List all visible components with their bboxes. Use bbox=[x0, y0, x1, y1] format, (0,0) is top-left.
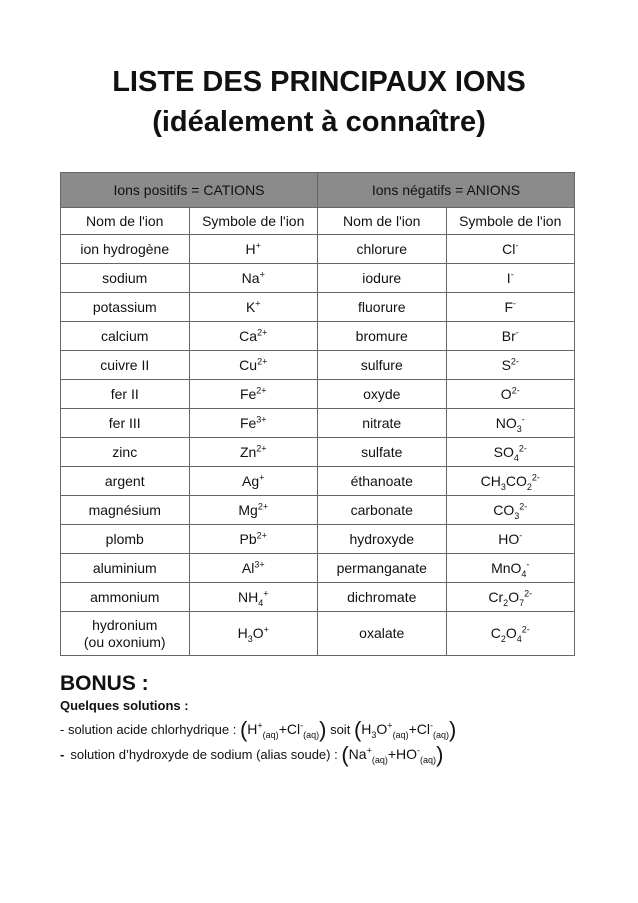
cations-group-header: Ions positifs = CATIONS bbox=[61, 173, 318, 208]
cation-name: sodium bbox=[61, 264, 190, 293]
anions-group-header: Ions négatifs = ANIONS bbox=[318, 173, 575, 208]
cation-name: magnésium bbox=[61, 496, 190, 525]
anion-symbol: $SO_4^{2-}$ bbox=[446, 438, 575, 467]
anion-name: carbonate bbox=[318, 496, 447, 525]
cation-name: fer II bbox=[61, 380, 190, 409]
anion-symbol: F- bbox=[446, 293, 575, 322]
table-row bbox=[61, 293, 575, 322]
anion-name: éthanoate bbox=[318, 467, 447, 496]
anion-name: dichromate bbox=[318, 583, 447, 612]
ions-table bbox=[60, 172, 575, 656]
cation-name: fer III bbox=[61, 409, 190, 438]
table-row bbox=[61, 351, 575, 380]
anion-name: bromure bbox=[318, 322, 447, 351]
cation-symbol: $Fe^{3+}$ bbox=[189, 409, 318, 438]
cation-name: ion hydrogène bbox=[61, 235, 190, 264]
anion-name: chlorure bbox=[318, 235, 447, 264]
anion-symbol: $O^{2-}$ bbox=[446, 380, 575, 409]
title-line-2: (idéalement à connaître) bbox=[152, 106, 486, 138]
anion-symbol: $C_2O_4^{2-}$ bbox=[446, 612, 575, 656]
solution-hydrochloric-acid: - solution acide chlorhydrique : $(H^+_{(aq)}+Cl^-_{(aq)})$ soit $(H_3O^+_{(aq)}+Cl^-_{(aq)})$ bbox=[60, 717, 457, 742]
cation-name: hydronium (ou oxonium) bbox=[61, 612, 190, 656]
cation-symbol: $Ca^{2+}$ bbox=[189, 322, 318, 351]
solutions-subheading: Quelques solutions : bbox=[60, 698, 189, 713]
table-row bbox=[61, 409, 575, 438]
column-header-anion-name: Nom de l'ion bbox=[318, 208, 447, 235]
cation-name: cuivre II bbox=[61, 351, 190, 380]
cation-symbol: $Al^{3+}$ bbox=[189, 554, 318, 583]
anion-symbol: MnO$_4$- bbox=[446, 554, 575, 583]
cation-symbol: $Pb^{2+}$ bbox=[189, 525, 318, 554]
anion-symbol: $S^{2-}$ bbox=[446, 351, 575, 380]
anion-symbol: Cl- bbox=[446, 235, 575, 264]
table-row bbox=[61, 322, 575, 351]
cation-symbol: H+ bbox=[189, 235, 318, 264]
cation-symbol: $H_3O^+$ bbox=[189, 612, 318, 656]
cation-symbol: K+ bbox=[189, 293, 318, 322]
anion-name: oxyde bbox=[318, 380, 447, 409]
cation-name: aluminium bbox=[61, 554, 190, 583]
cation-symbol: $Zn^{2+}$ bbox=[189, 438, 318, 467]
anion-symbol: $NO_3^-$ bbox=[446, 409, 575, 438]
anion-name: nitrate bbox=[318, 409, 447, 438]
table-row bbox=[61, 525, 575, 554]
table-row bbox=[61, 438, 575, 467]
anion-symbol: I- bbox=[446, 264, 575, 293]
table-row bbox=[61, 583, 575, 612]
column-header-cation-symbol: Symbole de l'ion bbox=[189, 208, 318, 235]
anion-name: sulfure bbox=[318, 351, 447, 380]
anion-symbol: Br- bbox=[446, 322, 575, 351]
table-row bbox=[61, 554, 575, 583]
page-title bbox=[0, 62, 638, 142]
table-row bbox=[61, 612, 575, 656]
table-row bbox=[61, 467, 575, 496]
cation-symbol: $NH_4^+$ bbox=[189, 583, 318, 612]
anion-name: fluorure bbox=[318, 293, 447, 322]
anion-symbol: HO- bbox=[446, 525, 575, 554]
cation-name: zinc bbox=[61, 438, 190, 467]
anion-name: oxalate bbox=[318, 612, 447, 656]
cation-name: plomb bbox=[61, 525, 190, 554]
cation-symbol: $Cu^{2+}$ bbox=[189, 351, 318, 380]
cation-symbol: Na+ bbox=[189, 264, 318, 293]
cation-name: calcium bbox=[61, 322, 190, 351]
title-line-1: LISTE DES PRINCIPAUX IONS bbox=[112, 66, 526, 98]
cation-name: argent bbox=[61, 467, 190, 496]
table-row bbox=[61, 264, 575, 293]
anion-name: sulfate bbox=[318, 438, 447, 467]
cation-name: potassium bbox=[61, 293, 190, 322]
anion-symbol: $CH_3CO_2^{2-}$ bbox=[446, 467, 575, 496]
table-row bbox=[61, 496, 575, 525]
anion-symbol: $CO_3^{2-}$ bbox=[446, 496, 575, 525]
cation-symbol: Ag+ bbox=[189, 467, 318, 496]
anion-symbol: $Cr_2O_7^{2-}$ bbox=[446, 583, 575, 612]
cation-name: ammonium bbox=[61, 583, 190, 612]
anion-name: hydroxyde bbox=[318, 525, 447, 554]
bonus-heading: BONUS : bbox=[60, 672, 149, 695]
table-row bbox=[61, 380, 575, 409]
anion-name: permanganate bbox=[318, 554, 447, 583]
cation-symbol: $Fe^{2+}$ bbox=[189, 380, 318, 409]
solution-sodium-hydroxide: - solution d’hydroxyde de sodium (alias soude) : $(Na^+_{(aq)}+HO^-_{(aq)})$ bbox=[60, 742, 444, 767]
anion-name: iodure bbox=[318, 264, 447, 293]
cation-symbol: $Mg^{2+}$ bbox=[189, 496, 318, 525]
column-header-cation-name: Nom de l'ion bbox=[61, 208, 190, 235]
column-header-anion-symbol: Symbole de l'ion bbox=[446, 208, 575, 235]
table-row bbox=[61, 235, 575, 264]
